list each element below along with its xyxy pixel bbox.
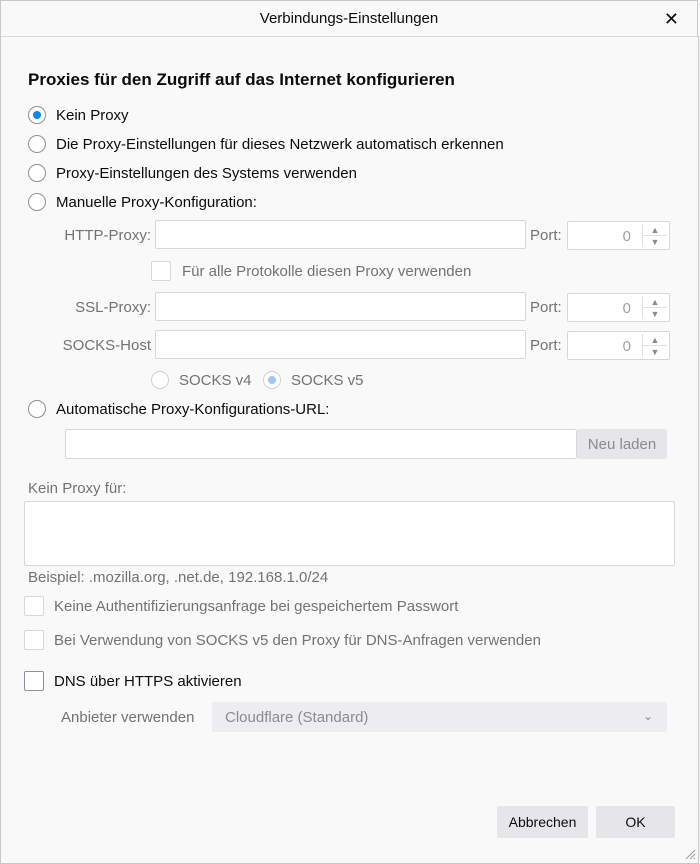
reload-button[interactable]: Neu laden <box>577 429 667 459</box>
all-protocols-label: Für alle Protokolle diesen Proxy verwenden <box>182 263 472 280</box>
port-value: 0 <box>622 300 631 317</box>
radio-socks-v4[interactable] <box>151 371 252 389</box>
spin-down-icon[interactable]: ▼ <box>650 236 660 247</box>
dns-over-https-label: DNS über HTTPS aktivieren <box>54 673 242 690</box>
radio-auto-detect[interactable] <box>28 135 504 153</box>
socks-dns-checkbox[interactable] <box>24 630 44 650</box>
http-proxy-input[interactable] <box>155 220 526 249</box>
http-port-label: Port: <box>530 227 562 244</box>
ok-button[interactable]: OK <box>596 806 675 838</box>
radio-button[interactable] <box>28 193 46 211</box>
cancel-button[interactable]: Abbrechen <box>497 806 588 838</box>
chevron-down-icon: ⌄ <box>642 709 653 723</box>
port-spinner[interactable] <box>642 334 667 357</box>
http-proxy-label: HTTP-Proxy: <box>64 227 151 244</box>
dns-over-https-checkbox[interactable] <box>24 671 44 691</box>
radio-label: Proxy-Einstellungen des Systems verwenden <box>56 164 357 182</box>
frame-border-left <box>0 36 1 864</box>
no-proxy-textarea[interactable] <box>24 501 675 566</box>
radio-label: Manuelle Proxy-Konfiguration: <box>56 193 257 211</box>
port-spinner[interactable] <box>642 296 667 319</box>
radio-socks-v5[interactable] <box>263 371 364 389</box>
radio-button[interactable] <box>151 371 169 389</box>
ssl-proxy-label: SSL-Proxy: <box>75 299 151 316</box>
no-proxy-label: Kein Proxy für: <box>28 480 127 497</box>
radio-button[interactable] <box>263 371 281 389</box>
radio-label: SOCKS v4 <box>179 371 252 389</box>
radio-label: Automatische Proxy-Konfigurations-URL: <box>56 400 330 418</box>
radio-label: Die Proxy-Einstellungen für dieses Netzwerk automatisch erkennen <box>56 135 504 153</box>
http-port-input[interactable] <box>567 221 670 250</box>
dialog-title: Verbindungs-Einstellungen <box>259 10 439 27</box>
socks-dns-label: Bei Verwendung von SOCKS v5 den Proxy für DNS-Anfragen verwenden <box>54 632 541 649</box>
no-proxy-example: Beispiel: .mozilla.org, .net.de, 192.168.1.0/24 <box>28 569 329 586</box>
radio-label: Kein Proxy <box>56 106 129 124</box>
spin-down-icon[interactable]: ▼ <box>650 346 660 357</box>
provider-select[interactable] <box>212 702 667 732</box>
section-heading: Proxies für den Zugriff auf das Internet konfigurieren <box>28 70 455 89</box>
socks-host-label: SOCKS-Host <box>62 337 151 354</box>
port-value: 0 <box>622 228 631 245</box>
port-value: 0 <box>622 338 631 355</box>
no-auth-prompt-checkbox[interactable] <box>24 596 44 616</box>
close-icon[interactable]: ✕ <box>663 9 679 29</box>
all-protocols-checkbox[interactable] <box>151 261 171 281</box>
spin-up-icon[interactable]: ▲ <box>643 334 667 346</box>
ssl-port-input[interactable] <box>567 293 670 322</box>
socks-port-input[interactable] <box>567 331 670 360</box>
dialog-titlebar <box>0 0 698 37</box>
no-auth-prompt-label: Keine Authentifizierungsanfrage bei gespeichertem Passwort <box>54 598 459 615</box>
auto-config-url-input[interactable] <box>65 429 577 459</box>
radio-manual-proxy[interactable] <box>28 193 257 211</box>
radio-auto-config-url[interactable] <box>28 400 329 418</box>
radio-button[interactable] <box>28 106 46 124</box>
spin-down-icon[interactable]: ▼ <box>650 308 660 319</box>
spin-up-icon[interactable]: ▲ <box>643 296 667 308</box>
socks-port-label: Port: <box>530 337 562 354</box>
socks-host-input[interactable] <box>155 330 526 359</box>
frame-border-right <box>698 36 699 864</box>
provider-selected-value: Cloudflare (Standard) <box>225 709 369 726</box>
radio-button[interactable] <box>28 164 46 182</box>
spin-up-icon[interactable]: ▲ <box>643 224 667 236</box>
provider-label: Anbieter verwenden <box>61 709 195 726</box>
radio-button[interactable] <box>28 135 46 153</box>
ssl-port-label: Port: <box>530 299 562 316</box>
port-spinner[interactable] <box>642 224 667 247</box>
radio-system-proxy[interactable] <box>28 164 357 182</box>
radio-label: SOCKS v5 <box>291 371 364 389</box>
radio-button[interactable] <box>28 400 46 418</box>
resize-grip-icon[interactable] <box>684 848 696 860</box>
ssl-proxy-input[interactable] <box>155 292 526 321</box>
radio-no-proxy[interactable] <box>28 106 129 124</box>
